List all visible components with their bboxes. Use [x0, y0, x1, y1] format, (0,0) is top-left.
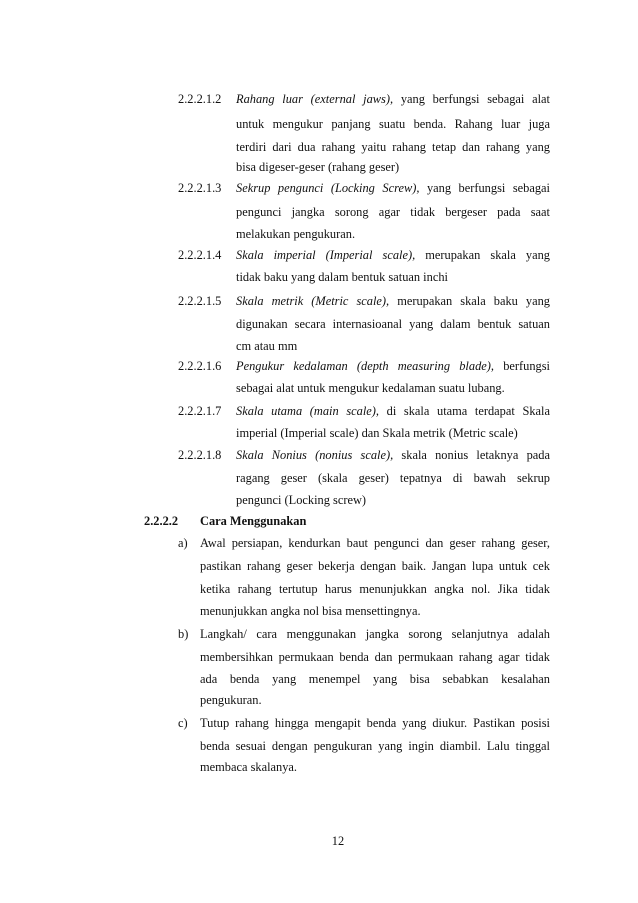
step-line: membaca skalanya. [200, 760, 298, 774]
step-line: ketika rahang tertutup harus menunjukkan angka nol. Jika tidak [200, 582, 550, 596]
item-term: Skala metrik (Metric scale), [236, 294, 390, 308]
item-term: Skala utama (main scale), [236, 404, 379, 418]
item-number: 2.2.2.1.4 [178, 248, 222, 262]
item-line [236, 448, 550, 463]
item-line: pengunci jangka sorong agar tidak bergeser pada saat [236, 205, 550, 219]
item-number: 2.2.2.1.7 [178, 404, 222, 418]
item-line: untuk mengukur panjang suatu benda. Rahang luar juga [236, 117, 550, 131]
step-line: pastikan rahang geser bekerja dengan baik. Jangan lupa untuk cek [200, 559, 550, 573]
section-title: Cara Menggunakan [200, 514, 307, 528]
item-number: 2.2.2.1.5 [178, 294, 222, 308]
item-text: berfungsi [503, 359, 550, 373]
item-number: 2.2.2.1.2 [178, 92, 222, 106]
item-number: 2.2.2.1.8 [178, 448, 222, 462]
item-text: merupakan skala yang [425, 248, 550, 262]
item-line [236, 248, 550, 263]
item-text: skala nonius letaknya pada [401, 448, 550, 462]
item-text: di skala utama terdapat Skala [386, 404, 550, 418]
item-text: yang berfungsi sebagai alat [400, 92, 550, 106]
item-term: Rahang luar (external jaws), [236, 92, 394, 106]
item-term: Sekrup pengunci (Locking Screw), [236, 181, 420, 195]
item-line: digunakan secara internasioanal yang dalam bentuk satuan [236, 317, 550, 331]
step-label: a) [178, 536, 188, 550]
item-line: ragang geser (skala geser) tepatnya di bawah sekrup [236, 471, 550, 485]
step-line: Awal persiapan, kendurkan baut pengunci dan geser rahang geser, [200, 536, 550, 550]
item-line: pengunci (Locking screw) [236, 493, 367, 507]
item-line: melakukan pengukuran. [236, 227, 356, 241]
item-text: yang berfungsi sebagai [426, 181, 550, 195]
item-line [236, 92, 550, 107]
item-line [236, 404, 550, 419]
step-label: c) [178, 716, 188, 730]
item-line [236, 294, 550, 309]
item-line: bisa digeser-geser (rahang geser) [236, 160, 400, 174]
item-line: sebagai alat untuk mengukur kedalaman suatu lubang. [236, 381, 505, 395]
item-line: imperial (Imperial scale) dan Skala metrik (Metric scale) [236, 426, 518, 440]
step-line: pengukuran. [200, 693, 262, 707]
step-label: b) [178, 627, 189, 641]
item-number: 2.2.2.1.3 [178, 181, 222, 195]
page-number: 12 [331, 834, 345, 848]
item-number: 2.2.2.1.6 [178, 359, 222, 373]
item-term: Skala Nonius (nonius scale), [236, 448, 394, 462]
item-text: merupakan skala baku yang [397, 294, 551, 308]
item-term: Skala imperial (Imperial scale), [236, 248, 416, 262]
step-line: Tutup rahang hingga mengapit benda yang diukur. Pastikan posisi [200, 716, 550, 730]
item-line: terdiri dari dua rahang yaitu rahang tetap dan rahang yang [236, 140, 550, 154]
step-line: ada benda yang menempel yang bisa sebabkan kesalahan [200, 672, 550, 686]
item-line: cm atau mm [236, 339, 298, 353]
section-number: 2.2.2.2 [144, 514, 179, 528]
step-line: membersihkan permukaan benda dan permukaan rahang agar tidak [200, 650, 550, 664]
item-line [236, 359, 550, 374]
step-line: benda sesuai dengan pengukuran yang ingin diambil. Lalu tinggal [200, 739, 550, 753]
item-line [236, 181, 550, 196]
item-line: tidak baku yang dalam bentuk satuan inchi [236, 270, 448, 284]
item-term: Pengukur kedalaman (depth measuring blade), [236, 359, 494, 373]
step-line: Langkah/ cara menggunakan jangka sorong selanjutnya adalah [200, 627, 550, 641]
step-line: menunjukkan angka nol bisa mensettingnya. [200, 604, 421, 618]
